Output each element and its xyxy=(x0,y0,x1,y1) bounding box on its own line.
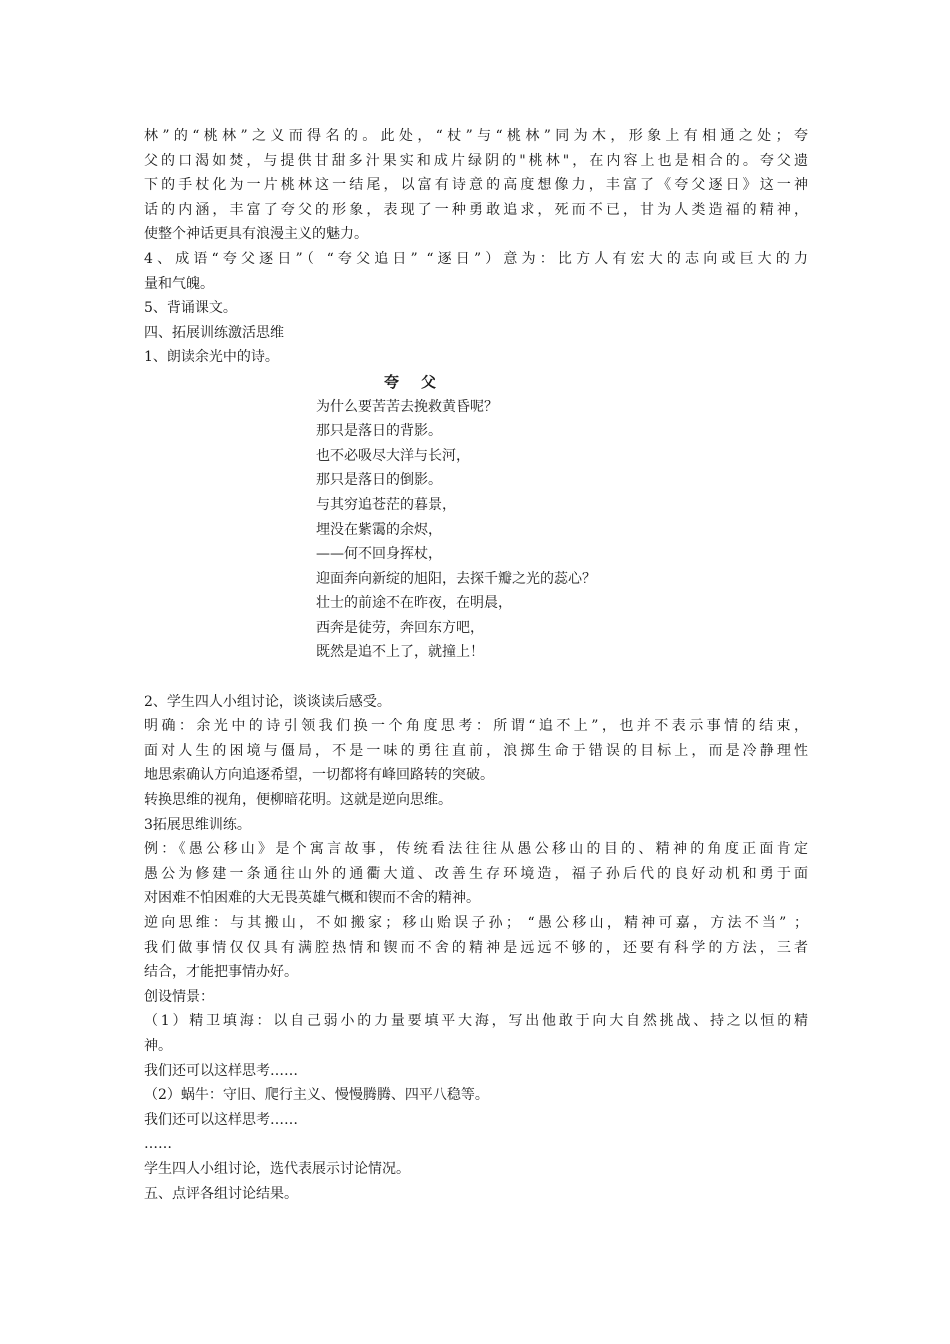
poem-line: 既然是追不上了，就撞上！ xyxy=(316,644,484,661)
paragraph-snail xyxy=(144,1083,808,1108)
text-line: 五、点评各组讨论结果。 xyxy=(144,1185,298,1202)
paragraph-example xyxy=(144,837,808,911)
text-line: 使整个神话更具有浪漫主义的魅力。 xyxy=(144,226,368,243)
poem-line: 埋没在紫霭的余烬， xyxy=(316,521,442,538)
section-heading-5 xyxy=(144,1182,808,1207)
text-line: 例：《愚公移山》是个寓言故事，传统看法往往从愚公移山的目的、精神的角度正面肯定 xyxy=(144,841,808,858)
text-line: 我们还可以这样思考…… xyxy=(144,1111,298,1128)
paragraph-scenario xyxy=(144,985,808,1010)
text-line: 逆向思维：与其搬山，不如搬家；移山贻误子孙； “愚公移山，精神可嘉，方法不当” ； xyxy=(144,915,808,931)
paragraph-read-poem xyxy=(144,345,808,370)
paragraph-recite xyxy=(144,296,808,321)
text-line: 话的内涵，丰富了夸父的形象，表现了一种勇敢追求，死而不已，甘为人类造福的精神， xyxy=(144,201,808,218)
text-line: 父的口渴如焚，与提供甘甜多汁果实和成片绿阴的"桃林"，在内容上也是相合的。夸父遗 xyxy=(144,152,808,169)
document-page xyxy=(144,124,808,1206)
text-line: 地思索确认方向追逐希望，一切都将有峰回路转的突破。 xyxy=(144,767,494,784)
text-line: 下的手杖化为一片桃林这一结尾，以富有诗意的高度想像力，丰富了《夸父逐日》这一神 xyxy=(144,177,808,194)
poem-line: 也不必吸尽大洋与长河， xyxy=(316,447,470,464)
paragraph-think-more-1 xyxy=(144,1059,808,1084)
text-line: 5、背诵课文。 xyxy=(144,300,237,317)
text-line: 1、朗读余光中的诗。 xyxy=(144,349,279,366)
text-line: 量和气魄。 xyxy=(144,275,214,292)
paragraph-training xyxy=(144,813,808,838)
poem-line: 西奔是徒劳，奔回东方吧， xyxy=(316,619,484,636)
paragraph-ellipsis xyxy=(144,1132,808,1157)
poem-body xyxy=(316,395,808,666)
text-line: 转换思维的视角，便柳暗花明。这就是逆向思维。 xyxy=(144,792,452,809)
text-line: 结合，才能把事情办好。 xyxy=(144,964,298,981)
poem-title: 夸父 xyxy=(384,372,459,391)
paragraph-think-more-2 xyxy=(144,1108,808,1133)
text-line: 学生四人小组讨论，选代表展示讨论情况。 xyxy=(144,1160,410,1177)
poem-line: 与其穷追苍茫的暮景， xyxy=(316,496,456,513)
text-line: 面对人生的困境与僵局，不是一味的勇往直前，浪掷生命于错误的目标上，而是冷静理性 xyxy=(144,742,808,759)
text-line: （1）精卫填海：以自己弱小的力量要填平大海，写出他敢于向大自然挑战、持之以恒的精 xyxy=(144,1013,808,1030)
section-heading-4 xyxy=(144,321,808,346)
text-line: 2、学生四人小组讨论，谈谈读后感受。 xyxy=(144,693,391,710)
text-line: 神。 xyxy=(144,1037,172,1054)
text-line: 林”的“桃林”之义而得名的。此处，“杖”与“桃林”同为木，形象上有相通之处；夸 xyxy=(144,128,808,144)
text-line: （2）蜗牛：守旧、爬行主义、慢慢腾腾、四平八稳等。 xyxy=(144,1087,489,1104)
text-line: 四、拓展训练激活思维 xyxy=(144,324,284,341)
text-line: 愚公为修建一条通往山外的通衢大道、改善生存环境造，福子孙后代的良好动机和勇于面 xyxy=(144,865,808,882)
poem-line: 迎面奔向新绽的旭阳，去探千瓣之光的蕊心？ xyxy=(316,570,596,587)
paragraph-idiom xyxy=(144,247,808,296)
text-line: 3拓展思维训练。 xyxy=(144,816,251,833)
poem-line: 为什么要苦苦去挽救黄昏呢？ xyxy=(316,398,498,415)
poem-line: 壮士的前途不在昨夜，在明晨， xyxy=(316,595,512,612)
text-line: 创设情景： xyxy=(144,988,214,1005)
blank-line xyxy=(144,665,808,690)
paragraph-discussion xyxy=(144,690,808,715)
paragraph-group xyxy=(144,1157,808,1182)
text-line: 对困难不怕困难的大无畏英雄气概和锲而不舍的精神。 xyxy=(144,890,480,907)
text-line: 我们做事情仅仅具有满腔热情和锲而不舍的精神是远远不够的，还要有科学的方法，三者 xyxy=(144,939,808,956)
paragraph-reverse xyxy=(144,788,808,813)
text-line: …… xyxy=(144,1136,172,1153)
paragraph-taolin xyxy=(144,124,808,247)
text-line: 我们还可以这样思考…… xyxy=(144,1062,298,1079)
text-line: 4、成语“夸父逐日”（ “夸父追日” “逐日”）意为：比方人有宏大的志向或巨大的力 xyxy=(144,250,808,267)
paragraph-jingwei xyxy=(144,1009,808,1058)
poem-line: 那只是落日的背影。 xyxy=(316,423,442,440)
poem-line: ——何不回身挥杖， xyxy=(316,546,442,563)
text-line: 明确：余光中的诗引领我们换一个角度思考：所谓“追不上”，也并不表示事情的结束， xyxy=(144,718,808,735)
paragraph-clarify xyxy=(144,714,808,788)
poem-line: 那只是落日的倒影。 xyxy=(316,472,442,489)
paragraph-reverse-thinking xyxy=(144,911,808,985)
